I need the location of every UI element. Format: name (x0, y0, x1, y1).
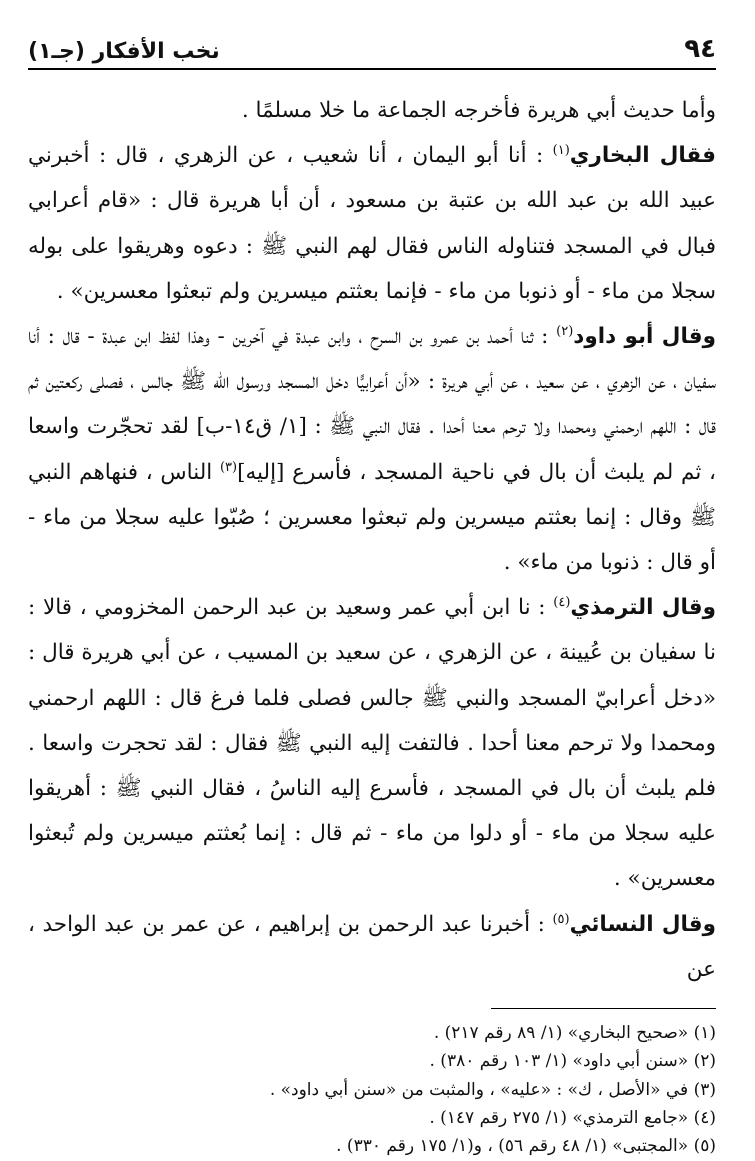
footnote-2: (٢) «سنن أبي داود» (١/ ١٠٣ رقم ٣٨٠) . (429, 1051, 716, 1072)
paragraph-abu-dawud (28, 314, 716, 585)
paragraph-text: : أخبرنا عبد الرحمن بن إبراهيم ، عن عمر بن عبد الواحد ، عن (28, 911, 716, 982)
narrator-lead: وقال النسائي (569, 911, 716, 937)
footnote-5: (٥) «المجتبى» (١/ ٤٨ رقم ٥٦) ، و(١/ ١٧٥ رقم ٣٣٠) . (336, 1136, 716, 1157)
paragraph-text: : ثنا أحمد بن عمرو بن السرح ، وابن عبدة في آخرين - وهذا لفظ ابن عبدة - قال : أنا سفيان ، عن الزهري ، عن سعيد ، عن أبي هريرة : «أن أعرابيًّا دخل المسجد ورسول الله ﷺ جالس ، فصلى ركعتين ثم قال : اللهم ارحمني ومحمدا ولا ترحم معنا أحدا . فقال النبي ﷺ : [١/ ق١٤-ب] لقد تحجّرت واسعا ، ثم لم يلبث أن بال في ناحية المسجد ، فأسرع [إليه] (28, 324, 717, 485)
narrator-lead: وقال الترمذي (570, 595, 716, 621)
footnote-ref[interactable]: (٣) (219, 459, 238, 475)
footnote-rule (491, 1008, 716, 1009)
paragraph-text: الناس ، فنهاهم النبي ﷺ وقال : إنما بعثتم ميسرين ولم تبعثوا معسرين ؛ صُبّوا عليه سجلا من ماء - أو قال : ذنوبا من ماء» . (28, 459, 716, 576)
body-text (28, 88, 716, 992)
footnote-ref[interactable]: (٢) (556, 323, 574, 339)
book-page (28, 30, 717, 1157)
narrator-lead: فقال البخاري (569, 143, 716, 169)
paragraph-intro (28, 88, 716, 133)
paragraph-nasai (28, 902, 716, 992)
paragraph-text: : نا ابن أبي عمر وسعيد بن عبد الرحمن المخزومي ، قالا : نا سفيان بن عُيينة ، عن الزهري ، عن سعيد بن المسيب ، عن أبي هريرة قال : «دخل أعرابيّ المسجد والنبي ﷺ جالس فصلى فلما فرغ قال : اللهم ارحمني ومحمدا ولا ترحم معنا أحدا . فالتفت إليه النبي ﷺ فقال : لقد تحجرت واسعا . فلم يلبث أن بال في المسجد ، فأسرع إليه الناسُ ، فقال النبي ﷺ : أهريقوا عليه سجلا من ماء - أو دلوا من ماء - ثم قال : إنما بُعثتم ميسرين ولم تُبعثوا معسرين» . (28, 595, 716, 892)
paragraph-tirmidhi (28, 585, 716, 901)
footnote-ref[interactable]: (١) (552, 143, 570, 159)
paragraph-text: وأما حديث أبي هريرة فأخرجه الجماعة ما خلا مسلمًا . (241, 98, 716, 123)
paragraph-bukhari (28, 133, 716, 314)
narrator-lead: وقال أبو داود (573, 324, 716, 350)
footnote-3: (٣) في «الأصل ، ك» : «عليه» ، والمثبت من «سنن أبي داود» . (269, 1079, 716, 1100)
footnotes (28, 1019, 716, 1160)
paragraph-text: : أنا أبو اليمان ، أنا شعيب ، عن الزهري ، قال : أخبرني عبيد الله بن عبد الله بن عتبة بن مسعود ، أن أبا هريرة قال : «قام أعرابي فبال في المسجد فتناوله الناس فقال لهم النبي ﷺ : دعوه وهريقوا على بوله سجلا من ماء - أو ذنوبا من ماء - فإنما بعثتم ميسرين ولم تبعثوا معسرين» . (28, 143, 716, 304)
footnote-1: (١) «صحيح البخاري» (١/ ٨٩ رقم ٢١٧) . (433, 1023, 716, 1044)
footnote-ref[interactable]: (٤) (553, 595, 571, 611)
footnote-ref[interactable]: (٥) (552, 911, 570, 927)
header-rule (28, 68, 716, 70)
footnote-4: (٤) «جامع الترمذي» (١/ ٢٧٥ رقم ١٤٧) . (429, 1107, 716, 1128)
page-number: ٩٤ (684, 34, 716, 64)
page-header (28, 30, 716, 64)
running-title: نخب الأفكار (جـ١) (28, 39, 220, 64)
